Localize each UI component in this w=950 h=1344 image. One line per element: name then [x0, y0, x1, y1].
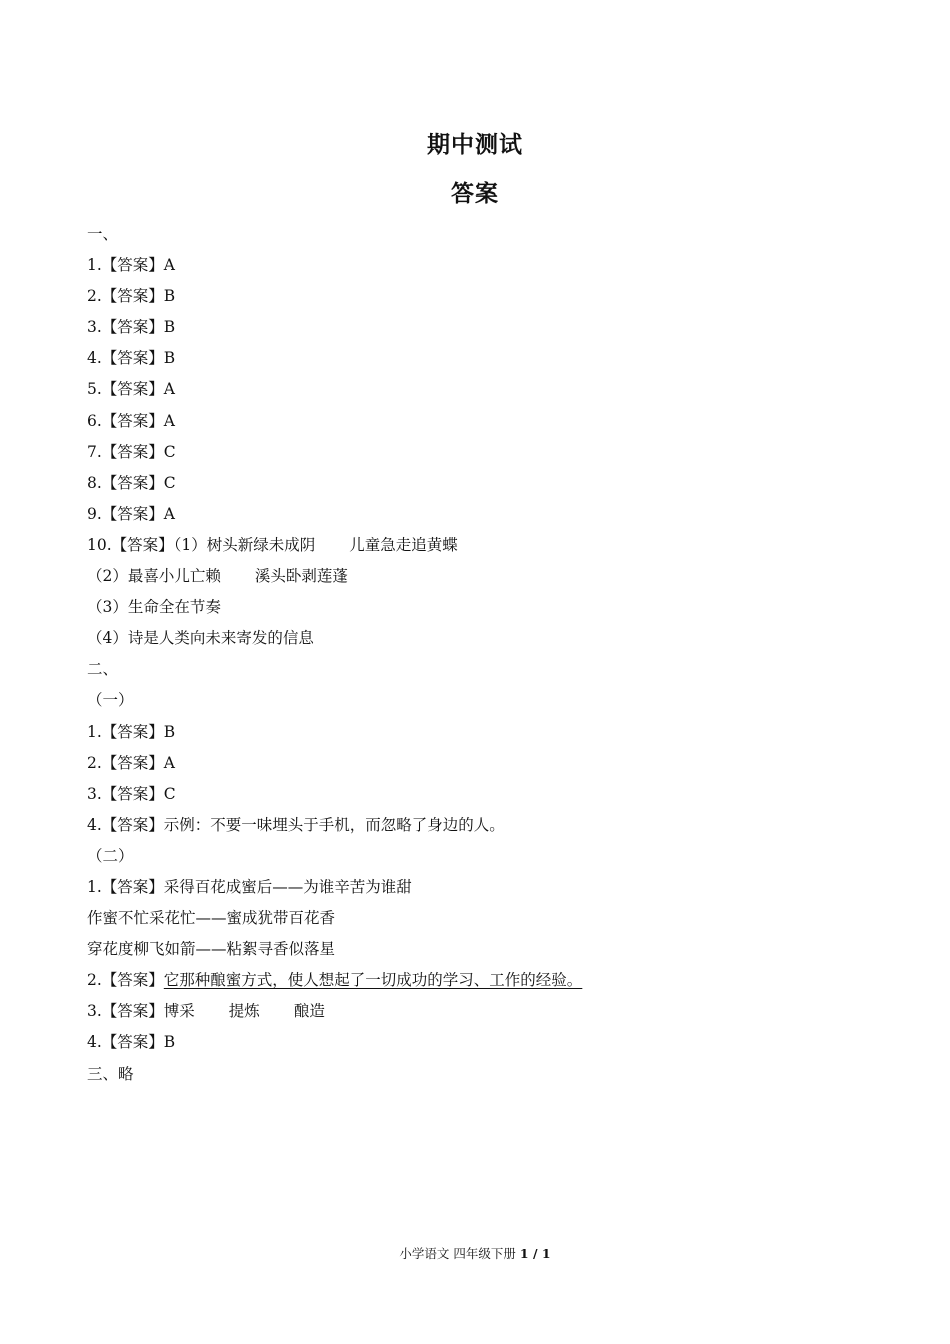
subsection-heading: （一） [87, 691, 134, 710]
answer-line: 1.【答案】A [87, 256, 175, 275]
answer-text: （2）最喜小儿亡赖 [87, 567, 221, 586]
answer-text: 10.【答案】（1）树头新绿未成阴 [87, 535, 316, 554]
answer-line: 4.【答案】示例：不要一味埋头于手机，而忽略了身边的人。 [87, 815, 505, 834]
answer-line: 4.【答案】B [87, 349, 176, 368]
section-heading: 一、 [87, 225, 119, 243]
answer-line: 4.【答案】B [87, 1033, 176, 1052]
answer-line: 3.【答案】B [87, 318, 176, 337]
answer-line: （3）生命全在节奏 [87, 598, 221, 617]
answer-line: 7.【答案】C [87, 442, 176, 461]
underlined-answer: 它那种酿蜜方式，使人想起了一切成功的学习、工作的经验。 [163, 971, 583, 990]
answer-line: 1.【答案】B [87, 722, 176, 741]
answer-line [87, 561, 887, 592]
page-number: 1 / 1 [519, 1246, 551, 1261]
page-footer [0, 1244, 950, 1262]
answer-line: 作蜜不忙采花忙——蜜成犹带百花香 [87, 909, 336, 928]
answer-list [87, 219, 887, 1090]
answer-line: 5.【答案】A [87, 380, 175, 399]
answer-line: 1.【答案】采得百花成蜜后——为谁辛苦为谁甜 [87, 877, 412, 896]
answer-text: 溪头卧剥莲蓬 [254, 567, 348, 586]
answer-line [87, 965, 887, 996]
answer-line [87, 530, 887, 561]
section-heading: 二、 [87, 660, 119, 679]
answer-line: 9.【答案】A [87, 504, 175, 523]
answer-text: 2.【答案】 [87, 971, 164, 990]
answer-line: （4）诗是人类向未来寄发的信息 [87, 629, 314, 648]
answer-line: 6.【答案】A [87, 411, 175, 430]
answer-line [87, 996, 887, 1027]
answer-line: 3.【答案】C [87, 784, 176, 803]
answer-text: 儿童急走追黄蝶 [349, 535, 458, 554]
answer-line: 8.【答案】C [87, 473, 176, 492]
footer-label: 小学语文 四年级下册 [399, 1246, 516, 1261]
page-title: 期中测试 [427, 131, 523, 158]
answer-line: 2.【答案】A [87, 753, 175, 772]
answer-line: 2.【答案】B [87, 287, 176, 306]
answer-text: 3.【答案】博采 [87, 1002, 195, 1021]
section-heading: 三、略 [87, 1064, 134, 1083]
page-subtitle: 答案 [451, 180, 499, 207]
answer-line: 穿花度柳飞如箭——粘絮寻香似落星 [87, 940, 336, 959]
subsection-heading: （二） [87, 846, 134, 865]
answer-text: 酿造 [293, 1002, 325, 1021]
answer-text: 提炼 [228, 1002, 260, 1021]
